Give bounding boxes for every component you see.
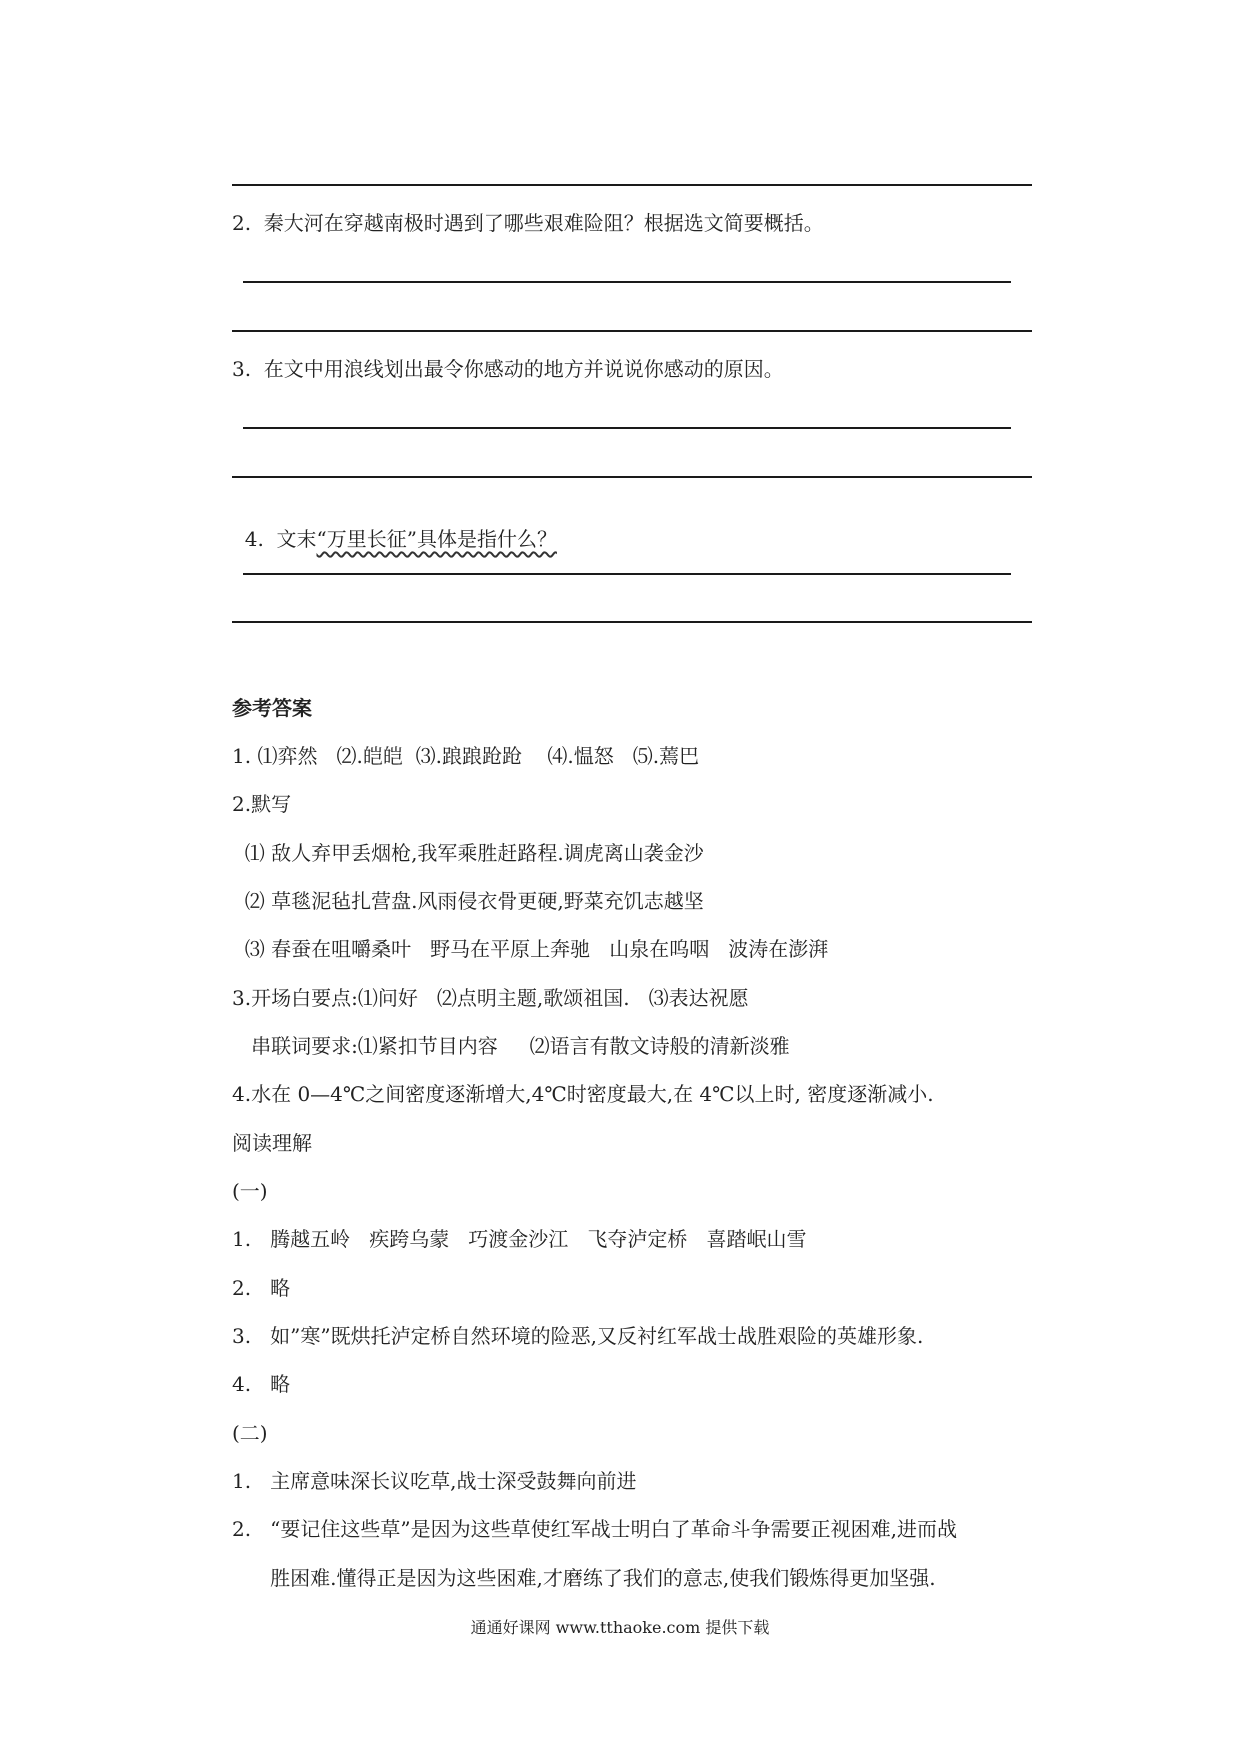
answer-line-text: 4. 略 xyxy=(232,1372,291,1396)
answer-line-text: ⑶ 春蚕在咀嚼桑叶 野马在平原上奔驰 山泉在呜咽 波涛在澎湃 xyxy=(232,937,829,961)
question-3: 3. 在文中用浪线划出最令你感动的地方并说说你感动的原因。 xyxy=(232,357,784,381)
answer-line-text: ⑵ 草毯泥毡扎营盘.风雨侵衣骨更硬,野菜充饥志越坚 xyxy=(232,889,704,913)
question-4-prefix: 4. 文末 xyxy=(244,527,317,551)
answer-line xyxy=(243,427,1011,429)
answers-heading: 参考答案 xyxy=(232,696,312,720)
question-2: 2. 秦大河在穿越南极时遇到了哪些艰难险阻？根据选文简要概括。 xyxy=(232,211,824,235)
answer-line-text: 1. ⑴弈然 ⑵.皑皑 ⑶.踉踉跄跄 ⑷.愠怒 ⑸.蔫巴 xyxy=(232,744,700,768)
page-footer: 通通好课网 www.tthaoke.com 提供下载 xyxy=(470,1618,770,1637)
question-4-wavy-text: “万里长征”具体是指什么？ xyxy=(316,527,557,551)
answer-line xyxy=(243,281,1011,283)
answer-line-text: 2. “要记住这些草”是因为这些草使红军战士明白了革命斗争需要正视困难,进而战 xyxy=(232,1517,957,1541)
answer-line-text: 2.默写 xyxy=(232,792,292,816)
question-4 xyxy=(232,503,557,551)
answer-line-text: 胜困难.懂得正是因为这些困难,才磨练了我们的意志,使我们锻炼得更加坚强. xyxy=(232,1566,936,1590)
answer-line-text: (二) xyxy=(232,1421,268,1445)
answer-line-text: ⑴ 敌人弃甲丢烟枪,我军乘胜赶路程.调虎离山袭金沙 xyxy=(232,841,704,865)
answer-line-text: 2. 略 xyxy=(232,1276,291,1300)
answer-line-text: 3.开场白要点:⑴问好 ⑵点明主题,歌颂祖国. ⑶表达祝愿 xyxy=(232,986,749,1010)
answer-line-text: (一) xyxy=(232,1179,268,1203)
answer-line-text: 阅读理解 xyxy=(232,1131,312,1155)
answer-line-text: 1. 主席意味深长议吃草,战士深受鼓舞向前进 xyxy=(232,1469,637,1493)
answer-line xyxy=(243,573,1011,575)
answer-line-text: 1. 腾越五岭 疾跨乌蒙 巧渡金沙江 飞夺泸定桥 喜踏岷山雪 xyxy=(232,1227,807,1251)
answer-line xyxy=(232,184,1032,186)
answer-line-text: 4.水在 0—4℃之间密度逐渐增大,4℃时密度最大,在 4℃以上时, 密度逐渐减小. xyxy=(232,1082,934,1106)
answer-line-text: 3. 如”寒”既烘托泸定桥自然环境的险恶,又反衬红军战士战胜艰险的英雄形象. xyxy=(232,1324,924,1348)
answer-line xyxy=(232,330,1032,332)
answer-line xyxy=(232,621,1032,623)
answer-line-text: 串联词要求:⑴紧扣节目内容 ⑵语言有散文诗般的清新淡雅 xyxy=(232,1034,790,1058)
answer-line xyxy=(232,476,1032,478)
